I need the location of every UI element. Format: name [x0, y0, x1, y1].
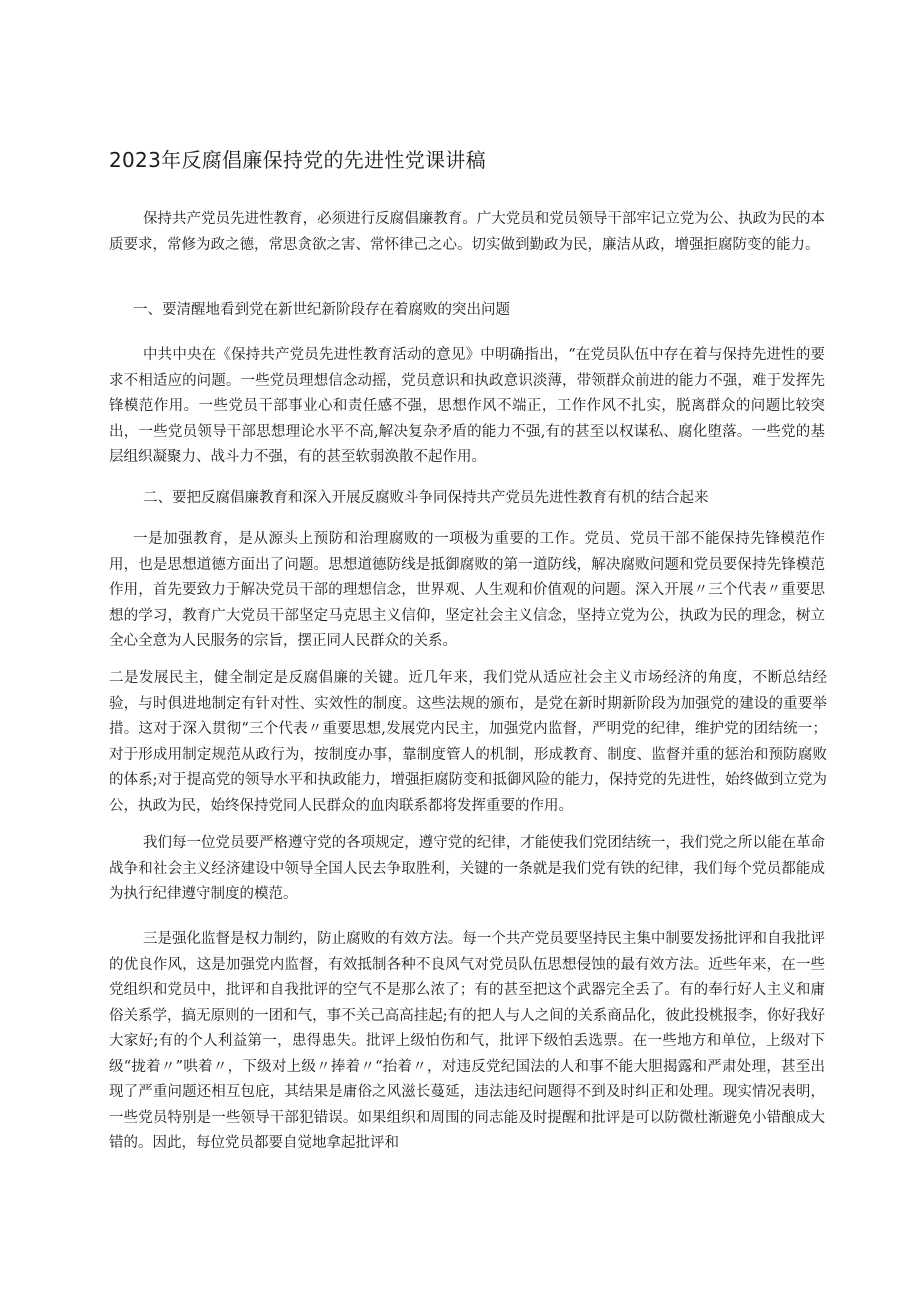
point-2-paragraph: 二是发展民主，健全制定是反腐倡廉的关键。近几年来，我们党从适应社会主义市场经济的角度，不断总结经验，与时俱进地制定有针对性、实效性的制度。这些法规的颁布，是党在新时期新阶段为加强党的建设的重要举措。这对于深入贯彻“三个代表〃重要思想,发展党内民主，加强党内监督，严明党的纪律，维护党的团结统一；对于形成用制定规范从政行为，按制度办事，靠制度管人的机制，形成教育、制度、监督并重的惩治和预防腐败的体系;对于提高党的领导水平和执政能力，增强拒腐防变和抵御风险的能力，保持党的先进性，始终做到立党为公，执政为民，始终保持党同人民群众的血肉联系都将发挥重要的作用。 [109, 670, 827, 814]
section-1-paragraph: 中共中央在《保持共产党员先进性教育活动的意见》中明确指出，“在党员队伍中存在着与保持先进性的要求不相适应的问题。一些党员理想信念动摇，党员意识和执政意识淡薄，带领群众前进的能力不强，难于发挥先锋模范作用。一些党员干部事业心和责任感不强，思想作风不端正，工作作风不扎实，脱离群众的问题比较突出，一些党员领导干部思想理论水平不高,解决复杂矛盾的能力不强,有的甚至以权谋私、腐化堕落。一些党的基层组织凝聚力、战斗力不强，有的甚至软弱涣散不起作用。 [109, 347, 825, 465]
section-2-heading: 二、要把反腐倡廉教育和深入开展反腐败斗争同保持共产党员先进性教育有机的结合起来 [143, 490, 709, 506]
point-1-paragraph: 一是加强教育，是从源头上预防和治理腐败的一项极为重要的工作。党员、党员干部不能保持先锋模范作用，也是思想道德方面出了问题。思想道德防线是抵御腐败的第一道防线，解决腐败问题和党员要保持先锋模范作用，首先要致力于解决党员干部的理想信念，世界观、人生观和价值观的问题。深入开展〃三个代表〃重要思想的学习，教育广大党员干部坚定马克思主义信仰，坚定社会主义信念，坚持立党为公，执政为民的理念，树立全心全意为人民服务的宗旨，摆正同人民群众的关系。 [109, 531, 825, 649]
discipline-paragraph: 我们每一位党员要严格遵守党的各项规定，遵守党的纪律，才能使我们党团结统一，我们党之所以能在革命战争和社会主义经济建设中领导全国人民去争取胜利，关键的一条就是我们党有铁的纪律，我们每个党员都能成为执行纪律遵守制度的模范。 [109, 835, 825, 902]
point-3-paragraph: 三是强化监督是权力制约，防止腐败的有效方法。每一个共产党员要坚持民主集中制要发扬批评和自我批评的优良作风，这是加强党内监督，有效抵制各种不良风气对党员队伍思想侵蚀的最有效方法。近些年来，在一些党组织和党员中，批评和自我批评的空气不是那么浓了；有的甚至把这个武器完全丢了。有的奉行好人主义和庸俗关系学，搞无原则的一团和气，事不关己高高挂起;有的把人与人之间的关系商品化，彼此投桃报李，你好我好大家好;有的个人利益第一，患得患失。批评上级怕伤和气，批评下级怕丢选票。在一些地方和单位，上级对下级“拢着〃”哄着〃，下级对上级〃捧着〃“抬着〃，对违反党纪国法的人和事不能大胆揭露和严肃处理，甚至出现了严重问题还相互包庇，其结果是庸俗之风滋长蔓延，违法违纪问题得不到及时纠正和处理。现实情况表明，一些党员特别是一些领导干部犯错误。如果组织和周围的同志能及时提醒和批评是可以防微杜渐避免小错酿成大错的。因此，每位党员都要自觉地拿起批评和 [109, 931, 825, 1151]
document-title: 2023年反腐倡廉保持党的先进性党课讲稿 [109, 148, 486, 172]
section-1-heading: 一、要清醒地看到党在新世纪新阶段存在着腐败的突出问题 [133, 302, 510, 318]
intro-paragraph: 保持共产党员先进性教育，必须进行反腐倡廉教育。广大党员和党员领导干部牢记立党为公、执政为民的本质要求，常修为政之德，常思贪欲之害、常怀律己之心。切实做到勤政为民，廉洁从政，增强拒腐防变的能力。 [109, 211, 825, 253]
